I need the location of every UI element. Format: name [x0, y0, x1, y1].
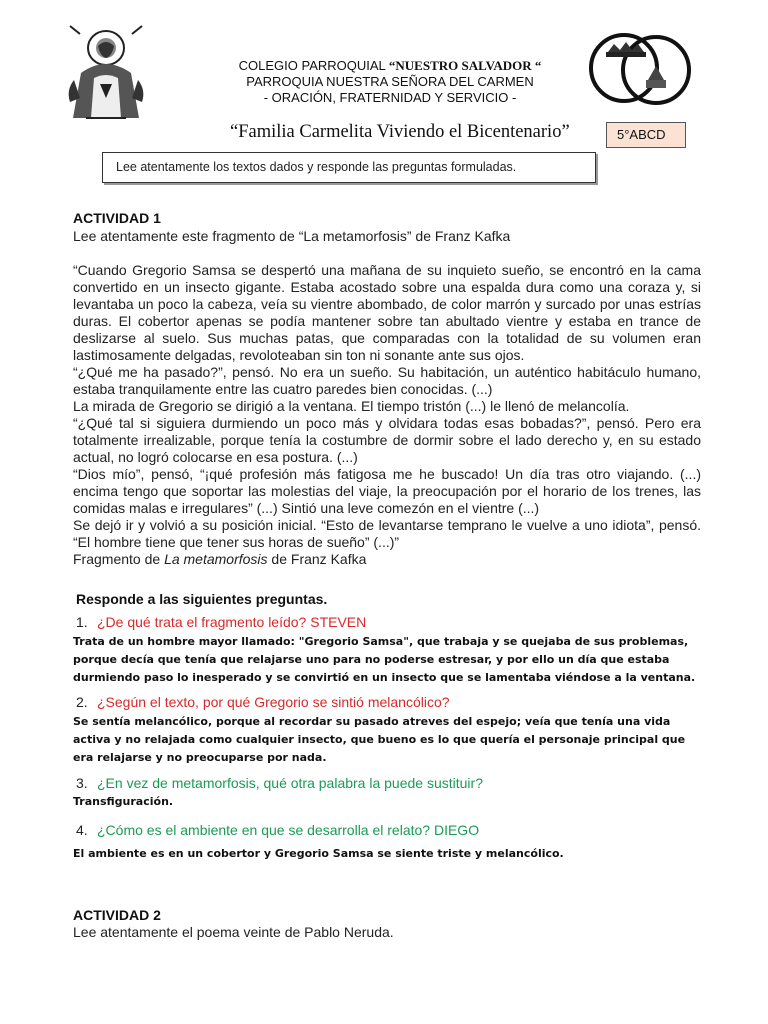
question-4: [76, 822, 479, 838]
source-suffix: de Franz Kafka: [267, 551, 367, 567]
question-1: [76, 614, 366, 630]
question-text: ¿Cómo es el ambiente en que se desarrolla el relato? DIEGO: [97, 822, 480, 838]
story-source: [73, 551, 701, 568]
question-3: [76, 775, 483, 791]
school-header: [180, 58, 600, 106]
activity2-intro: Lee atentamente el poema veinte de Pablo Neruda.: [73, 924, 394, 940]
motto-title: “Familia Carmelita Viviendo el Bicentenario”: [230, 122, 570, 142]
source-title: La metamorfosis: [164, 551, 268, 567]
question-text: ¿Según el texto, por qué Gregorio se sintió melancólico?: [97, 694, 450, 710]
question-text: ¿En vez de metamorfosis, qué otra palabra la puede sustituir?: [97, 775, 483, 791]
school-name-prefix: COLEGIO PARROQUIAL: [238, 58, 389, 73]
story-paragraph: “¿Qué me ha pasado?”, pensó. No era un sueño. Su habitación, un auténtico habitáculo humano, estaba tranquilamente entre las cuatro paredes bien conocidas. (...): [73, 364, 701, 397]
story-paragraph: “¿Qué tal si siguiera durmiendo un poco más y olvidara todas esas bobadas?”, pensó. Pero era totalmente irrealizable, porque tenía la costumbre de dormir sobre el lado derecho y, en su estado actual, no logró colocarse en esa postura. (...): [73, 415, 701, 465]
question-2: [76, 694, 450, 710]
parish-name: PARROQUIA NUESTRA SEÑORA DEL CARMEN: [246, 74, 534, 89]
activity1-title: ACTIVIDAD 1: [73, 210, 161, 226]
source-prefix: Fragmento de: [73, 551, 165, 567]
question-number: 3.: [76, 775, 88, 791]
school-values: - ORACIÓN, FRATERNIDAD Y SERVICIO -: [263, 90, 517, 105]
answer-3: Transfiguración.: [73, 795, 174, 808]
grade-badge: 5°ABCD: [606, 122, 686, 148]
school-name-line: [180, 58, 600, 74]
school-seal-icon: [588, 28, 692, 112]
answer-4: El ambiente es en un cobertor y Gregorio Samsa se siente triste y melancólico.: [73, 847, 564, 860]
answer-1: Trata de un hombre mayor llamado: "Gregorio Samsa", que trabaja y se quejaba de sus problemas, porque decía que tenía que relajarse uno para no poderse estresar, y por ello un día que estaba durmiendo paso lo inesperado y se convirtió en un insecto que se lamentaba viéndose a la ventana.: [73, 635, 696, 684]
instruction-box: Lee atentamente los textos dados y responde las preguntas formuladas.: [102, 152, 596, 183]
questions-title: Responde a las siguientes preguntas.: [76, 591, 328, 607]
activity2-title: ACTIVIDAD 2: [73, 907, 161, 923]
story-paragraph: Se dejó ir y volvió a su posición inicial. “Esto de levantarse temprano le vuelve a uno idiota”, pensó. “El hombre tiene que tener sus horas de sueño” (...)”: [73, 517, 701, 550]
kafka-fragment: [73, 262, 701, 568]
question-number: 1.: [76, 614, 88, 630]
question-number: 4.: [76, 822, 88, 838]
story-paragraph: La mirada de Gregorio se dirigió a la ventana. El tiempo tristón (...) le llenó de melancolía.: [73, 398, 630, 414]
story-paragraph: “Cuando Gregorio Samsa se despertó una mañana de su inquieto sueño, se encontró en la cama convertido en un insecto gigante. Estaba acostado sobre una espalda dura como una coraza y, si levantaba un poco la cabeza, veía su vientre abombado, de color marrón y surcado por unas estrías duras. El cobertor apenas se podía mantener sobre tan abultado vientre y estaba en trance de deslizarse al suelo. Sus muchas patas, que comparadas con la totalidad de su volumen eran lastimosamente delgadas, revoloteaban sin ton ni sonante ante sus ojos.: [73, 262, 701, 363]
answer-2: Se sentía melancólico, porque al recordar su pasado atreves del espejo; veía que tenía una vida activa y no relajada como cualquier insecto, que bueno es lo que quería el personaje principal que era relajarse y no preocuparse por nada.: [73, 715, 686, 764]
question-text: ¿De qué trata el fragmento leído? STEVEN: [97, 614, 367, 630]
activity1-intro: Lee atentamente este fragmento de “La metamorfosis” de Franz Kafka: [73, 228, 511, 244]
school-name: “NUESTRO SALVADOR “: [388, 58, 542, 73]
story-paragraph: “Dios mío”, pensó, “¡qué profesión más fatigosa me he buscado! Un día tras otro viajando. (...) encima tengo que soportar las molestias del viaje, la preocupación por el horario de los trenes, las comidas malas e irregulares” (...) Sintió una leve comezón en el vientre (...): [73, 466, 701, 516]
saint-logo-icon: [56, 18, 156, 128]
question-number: 2.: [76, 694, 88, 710]
